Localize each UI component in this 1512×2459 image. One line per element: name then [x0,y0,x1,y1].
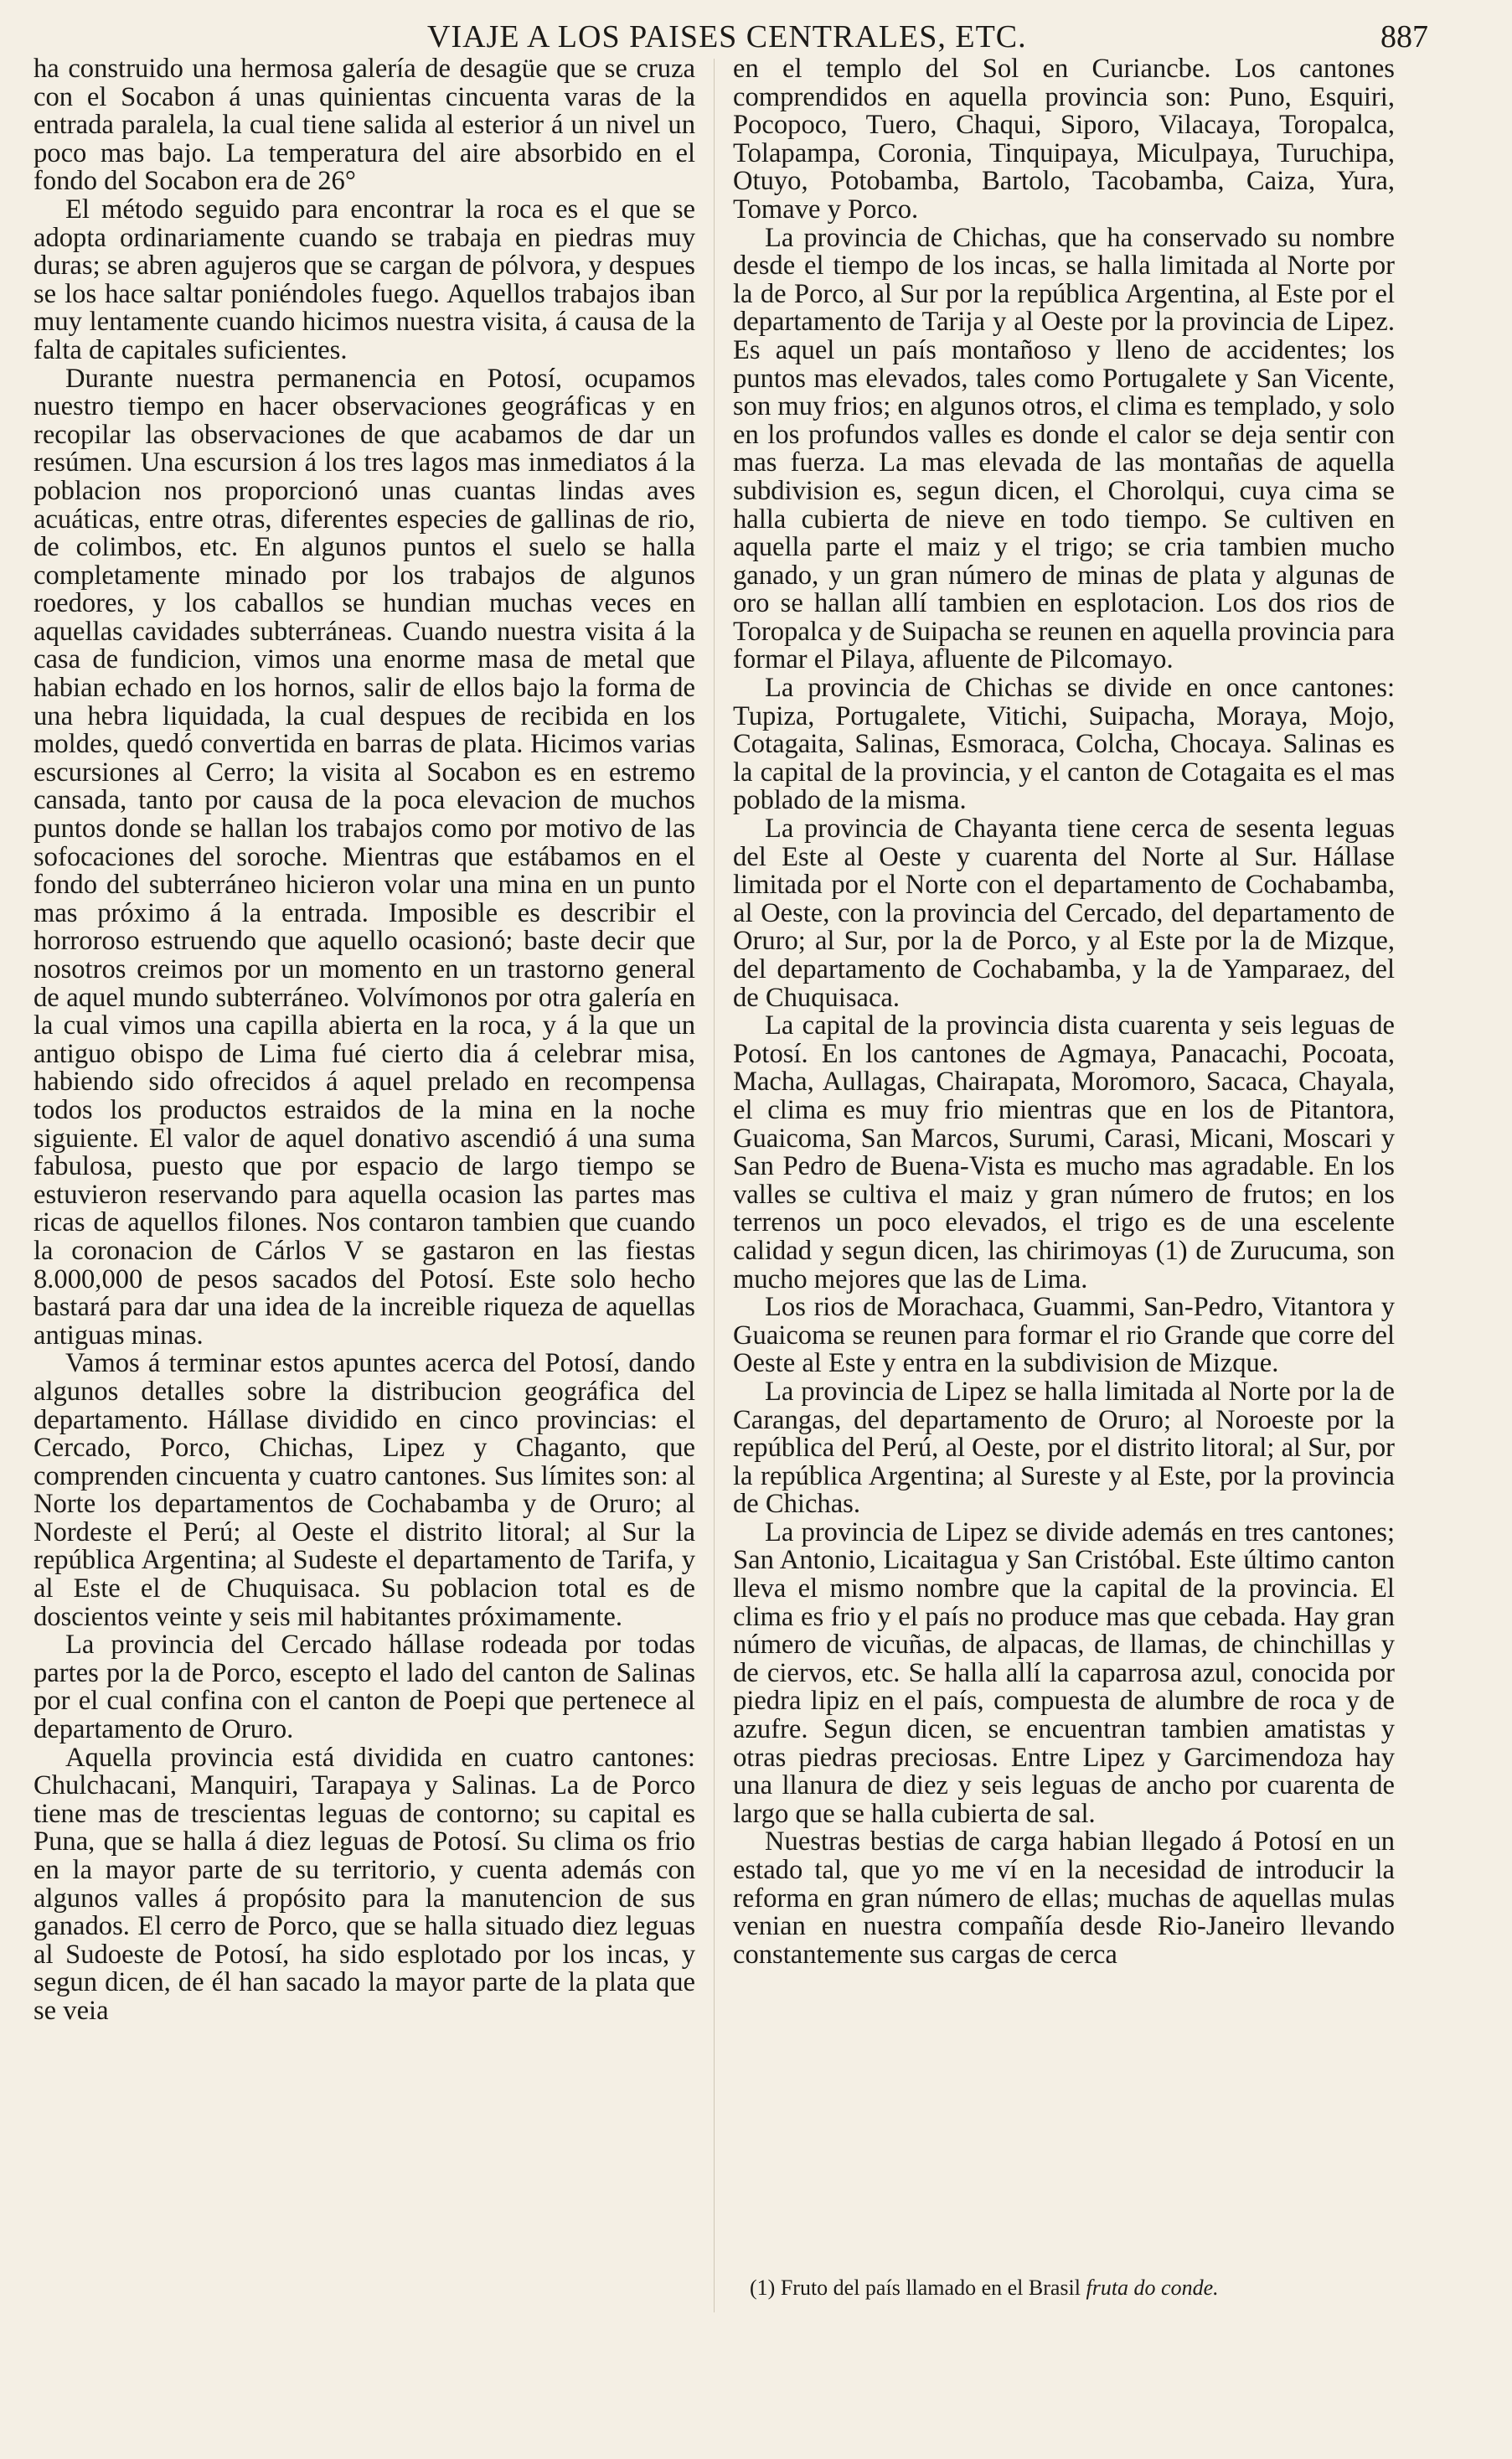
paragraph: Vamos á terminar estos apuntes acerca del Potosí, dando algunos detalles sobre la distribucion geográfica del departamento. Hállase dividido en cinco provincias: el Cercado, Porco, Chichas, Lipez y Chaganto, que comprenden cincuenta y cuatro cantones. Sus límites son: al Norte los departamentos de Cochabamba y de Oruro; al Nordeste el Perú; al Oeste el distrito litoral; al Sur la república Argentina; al Sudeste el departamento de Tarifa, y al Este el de Chuquisaca. Su poblacion total es de doscientos veinte y seis mil habitantes próximamente. [34,1348,695,1632]
paragraph: La provincia de Chichas, que ha conservado su nombre desde el tiempo de los incas, se halla limitada al Norte por la de Porco, al Sur por la república Argentina, al Este por el departamento de Tarija y al Oeste por la provincia de Lipez. Es aquel un país montañoso y lleno de accidentes; los puntos mas elevados, tales como Portugalete y San Vicente, son muy frios; en algunos otros, el clima es templado, y solo en los profundos valles es donde el calor se deja sentir con mas fuerza. La mas elevada de las montañas de aquella subdivision es, segun dicen, el Chorolqui, cuya cima se halla cubierta de nieve en todo tiempo. Se cultiven en aquella parte el maiz y el trigo; se cria tambien mucho ganado, y un gran número de minas de plata y algunas de oro se hallan allí tambien en esplotacion. Los dos rios de Toropalca y de Suipacha se reunen en aquella provincia para formar el Pilaya, afluente de Pilcomayo. [733,222,1395,675]
paragraph: La capital de la provincia dista cuarenta y seis leguas de Potosí. En los cantones de Agmaya, Panacachi, Pocoata, Macha, Aullagas, Chairapata, Moromoro, Sacaca, Chayala, el clima es muy frio mientras que en los de Pitantora, Guaicoma, San Marcos, Surumi, Carasi, Micani, Moscari y San Pedro de Buena-Vista es mucho mas agradable. En los valles se cultiva el maiz y gran número de frutos; en los terrenos un poco elevados, el trigo es de una escelente calidad y segun dicen, las chirimoyas (1) de Zurucuma, son mucho mejores que las de Lima. [733,1010,1395,1294]
paragraph: La provincia de Chayanta tiene cerca de sesenta leguas del Este al Oeste y cuarenta del Norte al Sur. Hállase limitada por el Norte con el departamento de Cochabamba, al Oeste, con la provincia del Cercado, del departamento de Oruro; al Sur, por la de Porco, y al Este por la de Mizque, del departamento de Cochabamba, y la de Yamparaez, del de Chuquisaca. [733,814,1395,1013]
running-title: VIAJE A LOS PAISES CENTRALES, ETC. [427,19,1027,54]
paragraph: La provincia de Lipez se halla limitada al Norte por la de Carangas, del departamento de Oruro; al Noroeste por la república del Perú, al Oeste, por el distrito litoral; al Sur, por la república Argentina; al Sureste y al Este, por la provincia de Chichas. [733,1376,1395,1520]
paragraph: en el templo del Sol en Curiancbe. Los cantones comprendidos en aquella provincia son: Puno, Esquiri, Pocopoco, Tuero, Chaqui, Siporo, Vilacaya, Toropalca, Tolapampa, Coronia, Tinquipaya, Miculpaya, Turuchipa, Otuyo, Potobamba, Bartolo, Tacobamba, Caiza, Yura, Tomave y Porco. [733,54,1395,225]
footnote-italic-term: fruta do conde. [1086,2276,1219,2300]
footnote-text: Fruto del país llamado en el Brasil [780,2276,1081,2300]
footnote [750,2276,1219,2301]
left-column [34,55,695,2026]
paragraph: Nuestras bestias de carga habian llegado á Potosí en un estado tal, que yo me ví en la necesidad de introducir la reforma en gran número de ellas; muchas de aquellas mulas venian en nuestra compañía desde Rio-Janeiro llevando constantemente sus cargas de cerca [733,1826,1395,1970]
paragraph: El método seguido para encontrar la roca es el que se adopta ordinariamente cuando se trabaja en piedras muy duras; se abren agujeros que se cargan de pólvora, y despues se los hace saltar poniéndoles fuego. Aquellos trabajos iban muy lentamente cuando hicimos nuestra visita, á causa de la falta de capitales suficientes. [34,194,695,365]
paragraph: La provincia de Chichas se divide en once cantones: Tupiza, Portugalete, Vitichi, Suipacha, Moraya, Mojo, Cotagaita, Salinas, Esmoraca, Colcha, Chocaya. Salinas es la capital de la provincia, y el canton de Cotagaita es el mas poblado de la misma. [733,673,1395,816]
right-column [733,55,1395,1969]
paragraph: La provincia del Cercado hállase rodeada por todas partes por la de Porco, escepto el lado del canton de Salinas por el cual confina con el canton de Poepi que pertenece al departamento de Oruro. [34,1630,695,1745]
footnote-marker: (1) [750,2276,776,2300]
paragraph: La provincia de Lipez se divide además en tres cantones; San Antonio, Licaitagua y San Cristóbal. Este último canton lleva el mismo nombre que la capital de la provincia. El clima es frio y el país no produce mas que cebada. Hay gran número de vicuñas, de alpacas, de llamas, de chinchillas y de ciervos, etc. Se halla allí la caparrosa azul, conocida por piedra lipiz en el país, compuesta de alumbre de roca y de azufre. Segun dicen, se encuentran tambien amatistas y otras piedras preciosas. Entre Lipez y Garcimendoza hay una llanura de diez y seis leguas de ancho por cuarenta de largo que se halla cubierta de sal. [733,1516,1395,1829]
paragraph: ha construido una hermosa galería de desagüe que se cruza con el Socabon á unas quinientas cincuenta varas de la entrada paralela, la cual tiene salida al esterior á un nivel un poco mas bajo. La temperatura del aire absorbido en el fondo del Socabon era de 26° [34,54,695,197]
paragraph: Durante nuestra permanencia en Potosí, ocupamos nuestro tiempo en hacer observaciones geográficas y en recopilar las observaciones de que acabamos de dar un resúmen. Una escursion á los tres lagos mas inmediatos á la poblacion nos proporcionó unas cuantas lindas aves acuáticas, entre otras, diferentes especies de gallinas de rio, de colimbos, etc. En algunos puntos el suelo se halla completamente minado por los trabajos de algunos roedores, y los caballos se hundian muchas veces en aquellas cavidades subterráneas. Cuando nuestra visita á la casa de fundicion, vimos una enorme masa de metal que habian echado en los hornos, salir de ellos bajo la forma de una hebra liquidada, la cual despues de recibida en los moldes, quedó convertida en barras de plata. Hicimos varias escursiones al Cerro; la visita al Socabon es en estremo cansada, tanto por causa de la poca elevacion de muchos puntos donde se hallan los trabajos como por motivo de las sofocaciones del soroche. Mientras que estábamos en el fondo del subterráneo hicieron volar una mina en un punto mas próximo á la entrada. Imposible es describir el horroroso estruendo que aquello ocasionó; baste decir que nosotros creimos por un momento en un trastorno general de aquel mundo subterráneo. Volvímonos por otra galería en la cual vimos una capilla abierta en la roca, y á la que un antiguo obispo de Lima fué cierto dia á celebrar misa, habiendo sido ofrecidos á aquel prelado en recompensa todos los productos estraidos de la mina en la noche siguiente. El valor de aquel donativo ascendió á una suma fabulosa, puesto que por espacio de largo tiempo se estuvieron reservando para aquella ocasion las partes mas ricas de aquellos filones. Nos contaron tambien que cuando la coronacion de Cárlos V se gastaron en las fiestas 8.000,000 de pesos sacados del Potosí. Este solo hecho bastará para dar una idea de la increible riqueza de aquellas antiguas minas. [34,363,695,1351]
page-number: 887 [1380,19,1428,54]
paragraph: Los rios de Morachaca, Guammi, San-Pedro, Vitantora y Guaicoma se reunen para formar el rio Grande que corre del Oeste al Este y entra en la subdivision de Mizque. [733,1292,1395,1379]
column-divider [714,59,715,2312]
paragraph: Aquella provincia está dividida en cuatro cantones: Chulchacani, Manquiri, Tarapaya y Salinas. La de Porco tiene mas de trescientas leguas de contorno; su capital es Puna, que se halla á diez leguas de Potosí. Su clima os frio en la mayor parte de su territorio, y cuenta además con algunos valles á propósito para la manutencion de sus ganados. El cerro de Porco, que se halla situado diez leguas al Sudoeste de Potosí, ha sido esplotado por los incas, y segun dicen, de él han sacado la mayor parte de la plata que se veia [34,1742,695,2026]
